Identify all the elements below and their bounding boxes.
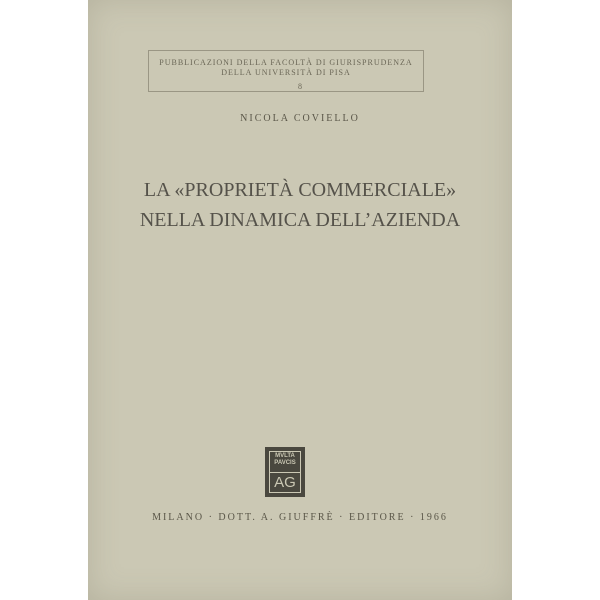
logo-motto: [267, 453, 303, 467]
series-number: 8: [298, 82, 302, 91]
logo-motto-line-1: MVLTA: [275, 453, 295, 459]
book-title: [88, 175, 512, 235]
book-title-line-1: LA «PROPRIETÀ COMMERCIALE»: [143, 179, 457, 201]
book-cover: [88, 0, 512, 600]
author-name: NICOLA COVIELLO: [240, 113, 360, 124]
publisher-imprint: MILANO · DOTT. A. GIUFFRÈ · EDITORE · 1966: [152, 512, 448, 523]
logo-monogram: AG: [270, 472, 300, 493]
publisher-logo: [265, 447, 305, 497]
book-title-line-2: NELLA DINAMICA DELL’AZIENDA: [139, 209, 461, 231]
series-title-line-2: DELLA UNIVERSITÀ DI PISA: [221, 68, 351, 77]
logo-motto-line-2: PAVCIS: [274, 460, 296, 466]
series-title-line-1: PUBBLICAZIONI DELLA FACOLTÀ DI GIURISPRUDENZA: [159, 58, 413, 67]
